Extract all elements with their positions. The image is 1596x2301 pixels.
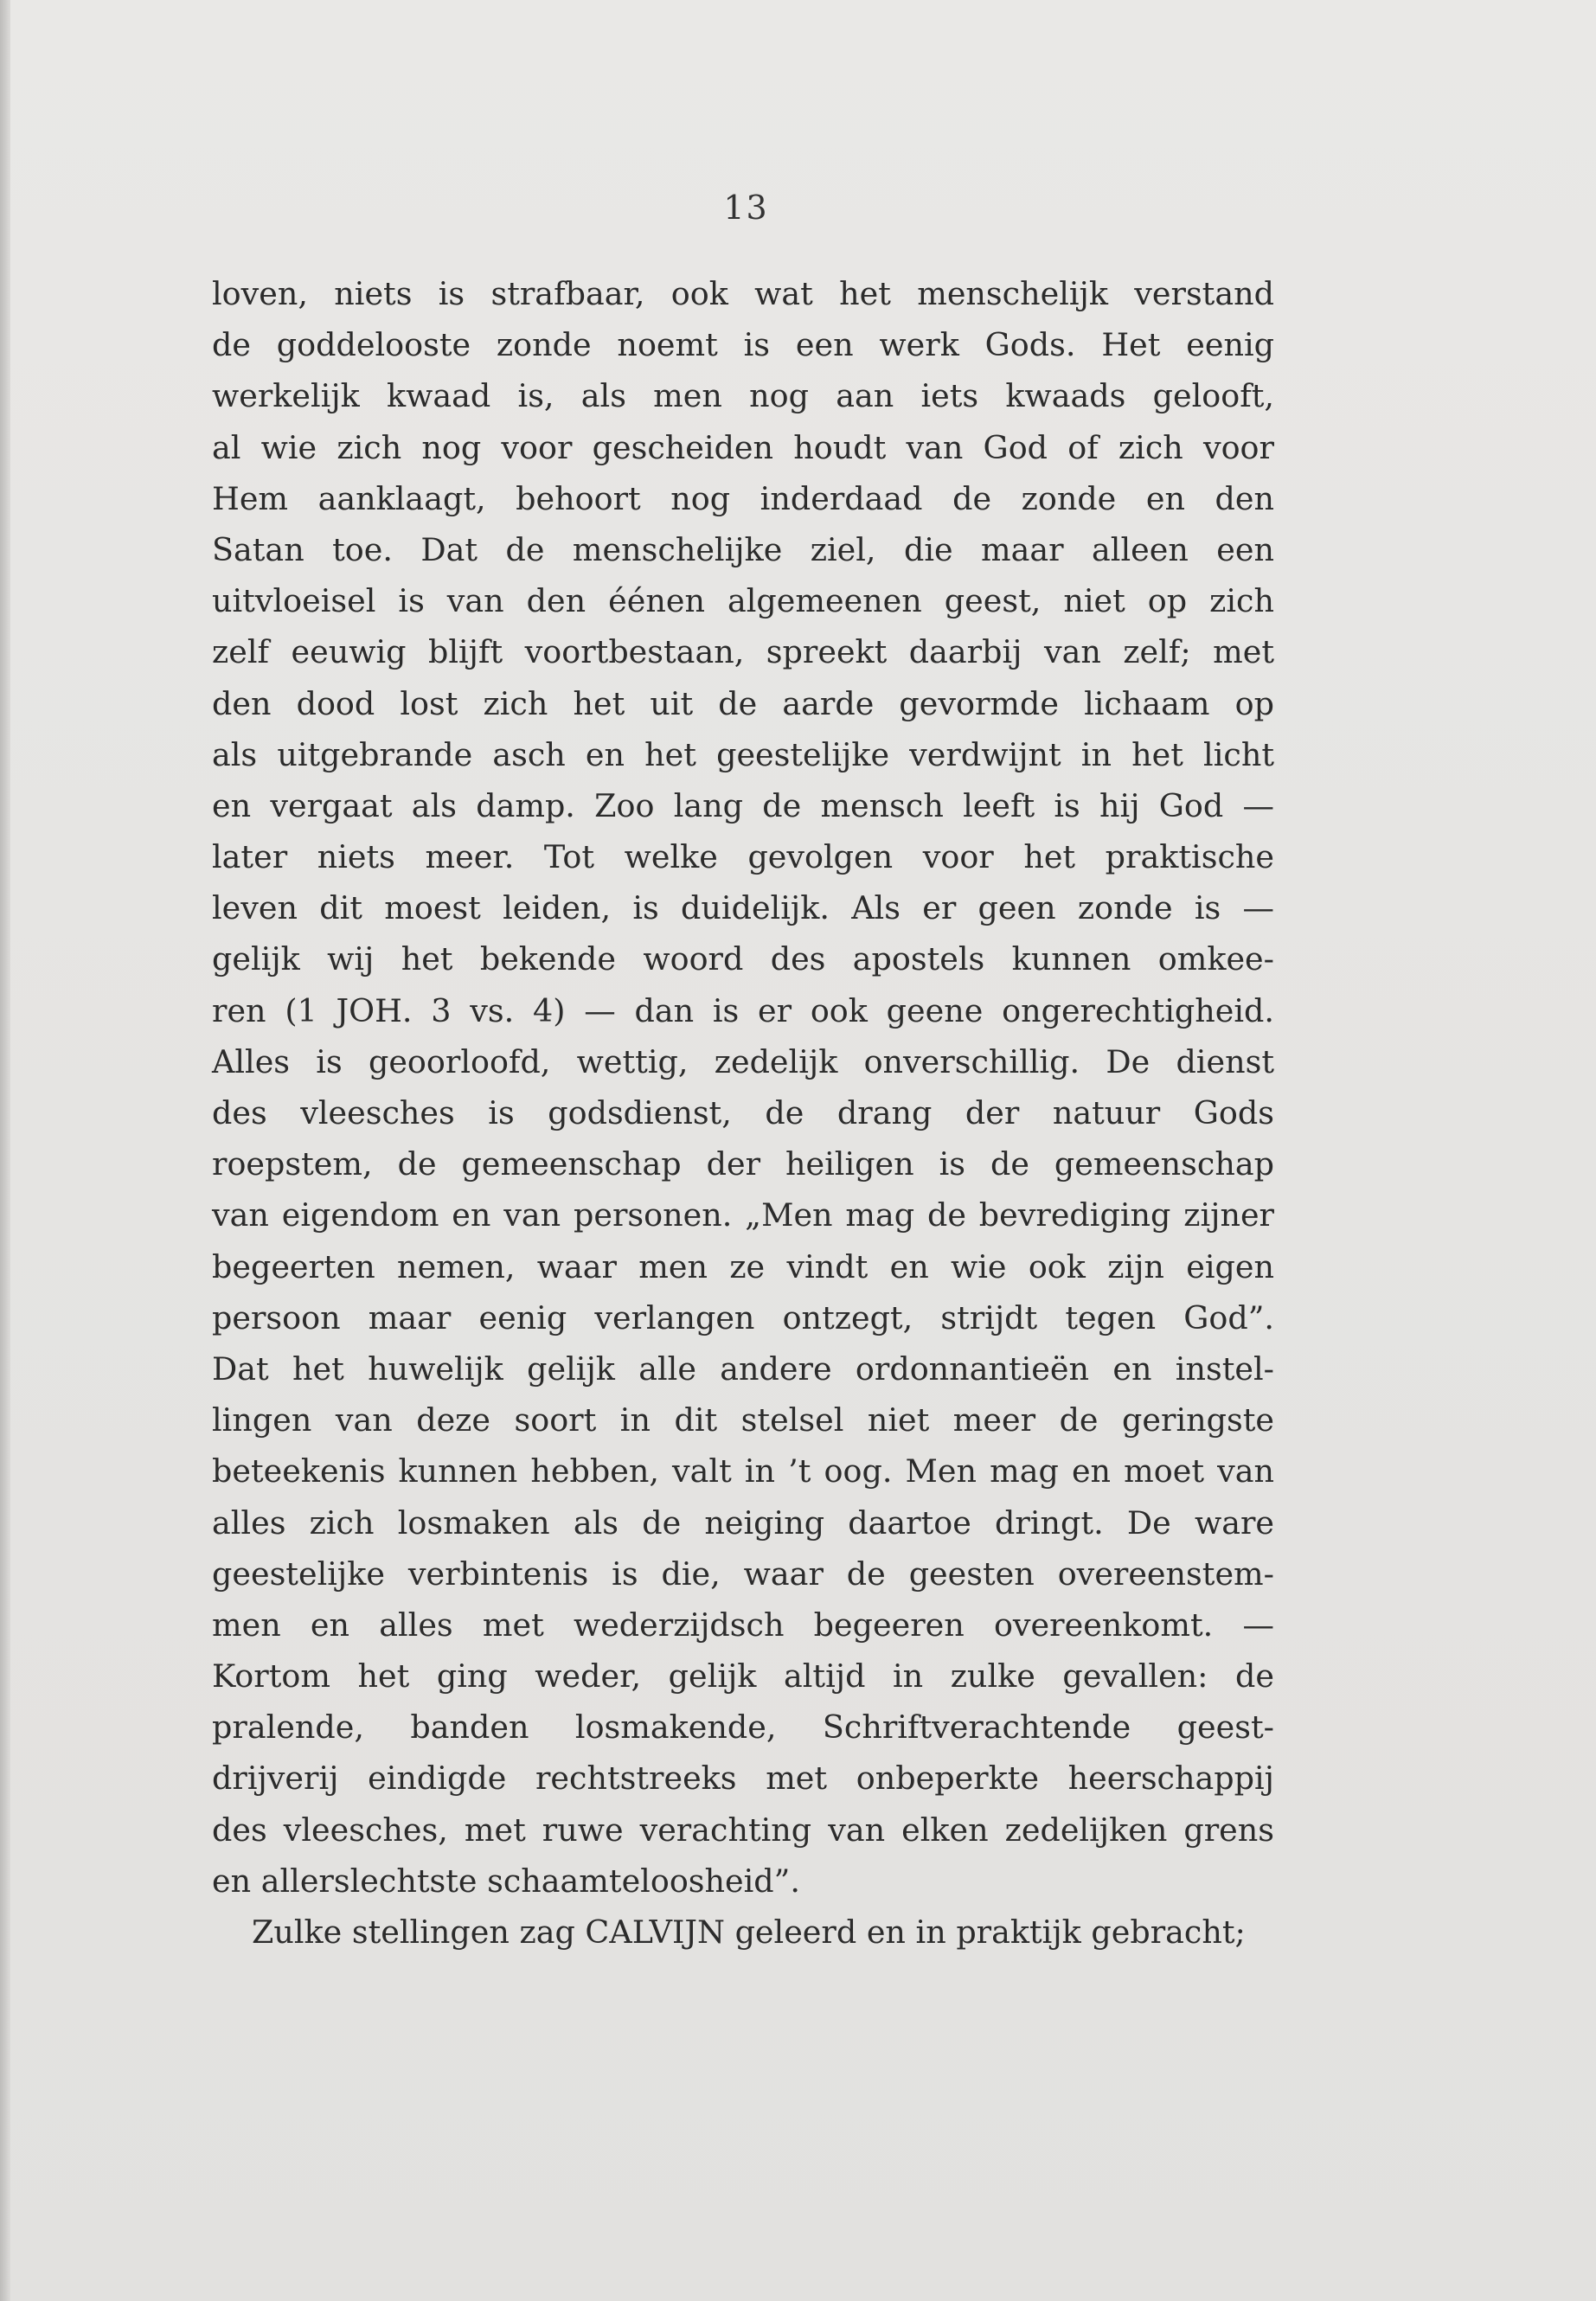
text-line: later niets meer. Tot welke gevolgen voor het praktische: [212, 838, 1274, 876]
text-line: Dat het huwelijk gelijk alle andere ordonnantieën en instel-: [212, 1349, 1274, 1388]
text-line: alles zich losmaken als de neiging daartoe dringt. De ware: [212, 1503, 1274, 1541]
text-line: des vleesches, met ruwe verachting van elken zedelijken grens: [212, 1811, 1274, 1849]
text-line: des vleesches is godsdienst, de drang der natuur Gods: [212, 1094, 1274, 1131]
text-line: werkelijk kwaad is, als men nog aan iets kwaads gelooft,: [212, 377, 1274, 415]
text-line: roepstem, de gemeenschap der heiligen is de gemeenschap: [212, 1145, 1274, 1183]
text-line: en allerslechtste schaamteloosheid”.: [212, 1862, 800, 1900]
text-line: beteekenis kunnen hebben, valt in ’t oog. Men mag en moet van: [212, 1452, 1274, 1490]
text-line: loven, niets is strafbaar, ook wat het menschelijk verstand: [212, 275, 1274, 312]
text-line: als uitgebrande asch en het geestelijke verdwijnt in het licht: [212, 735, 1274, 773]
page-edge-shadow: [0, 0, 10, 2301]
text-line: Hem aanklaagt, behoort nog inderdaad de zonde en den: [212, 479, 1274, 517]
text-line: men en alles met wederzijdsch begeeren overeenkomt. —: [212, 1606, 1274, 1644]
text-line: den dood lost zich het uit de aarde gevormde lichaam op: [212, 684, 1274, 722]
text-line: drijverij eindigde rechtstreeks met onbeperkte heerschappij: [212, 1759, 1274, 1798]
text-line: lingen van deze soort in dit stelsel niet meer de geringste: [212, 1401, 1274, 1439]
text-line: al wie zich nog voor gescheiden houdt van God of zich voor: [212, 428, 1274, 466]
text-line: de goddelooste zonde noemt is een werk Gods. Het eenig: [212, 326, 1274, 364]
text-line: ren (1 JOH. 3 vs. 4) — dan is er ook geene ongerechtigheid.: [212, 991, 1274, 1029]
text-line: pralende, banden losmakende, Schriftverachtende geest-: [212, 1708, 1274, 1747]
text-line: leven dit moest leiden, is duidelijk. Als er geen zonde is —: [212, 889, 1274, 927]
page-number: 13: [723, 189, 769, 227]
text-line: Zulke stellingen zag CALVIJN geleerd en in praktijk gebracht;: [252, 1913, 1246, 1951]
text-line: Alles is geoorloofd, wettig, zedelijk onverschillig. De dienst: [212, 1042, 1274, 1080]
text-line: van eigendom en van personen. „Men mag de bevrediging zijner: [212, 1196, 1274, 1234]
text-line: geestelijke verbintenis is die, waar de geesten overeenstem-: [212, 1554, 1274, 1593]
text-line: en vergaat als damp. Zoo lang de mensch leeft is hij God —: [212, 786, 1274, 824]
text-line: begeerten nemen, waar men ze vindt en wie ook zijn eigen: [212, 1247, 1274, 1285]
text-line: zelf eeuwig blijft voortbestaan, spreekt daarbij van zelf; met: [212, 633, 1274, 671]
body-text: [212, 268, 1274, 1958]
text-line: gelijk wij het bekende woord des apostels kunnen omkee-: [212, 940, 1274, 978]
text-line: uitvloeisel is van den éénen algemeenen geest, niet op zich: [212, 582, 1274, 620]
text-line: Satan toe. Dat de menschelijke ziel, die maar alleen een: [212, 530, 1274, 568]
text-line: Kortom het ging weder, gelijk altijd in zulke gevallen: de: [212, 1657, 1274, 1695]
text-line: persoon maar eenig verlangen ontzegt, strijdt tegen God”.: [212, 1298, 1274, 1336]
